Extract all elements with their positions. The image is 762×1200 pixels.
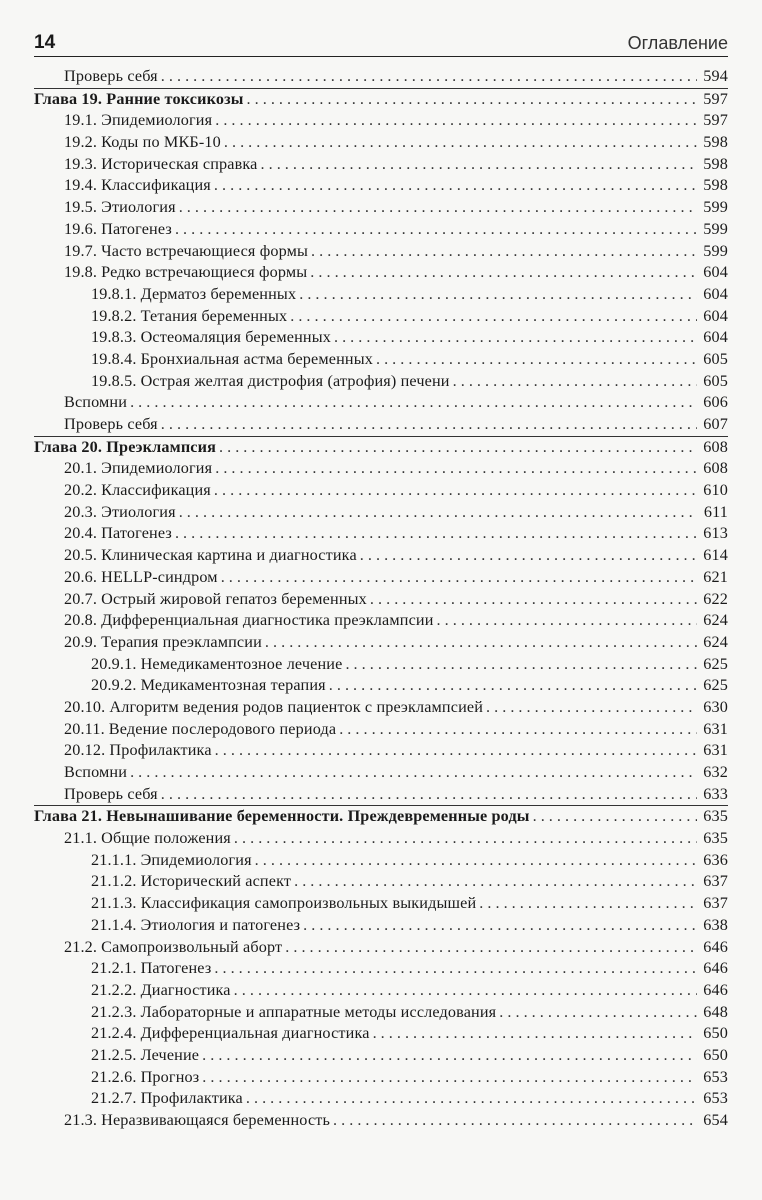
toc-entry-text: Прогноз xyxy=(140,1067,200,1086)
toc-entry-title xyxy=(91,1067,199,1089)
toc-page-number: 624 xyxy=(703,632,728,651)
toc-entry-title xyxy=(91,284,296,306)
toc-entry-title xyxy=(64,784,158,806)
toc-entry[interactable] xyxy=(34,675,728,697)
toc-entry-title xyxy=(64,828,231,850)
toc-page-number: 597 xyxy=(703,89,728,108)
toc-entry[interactable] xyxy=(34,784,728,806)
toc-entry[interactable] xyxy=(34,589,728,611)
toc-entry[interactable] xyxy=(34,740,728,762)
toc-entry-number: 19.3. xyxy=(64,154,98,173)
toc-entry[interactable] xyxy=(34,110,728,132)
toc-entry-title xyxy=(64,697,483,719)
toc-page-number: 637 xyxy=(703,894,728,913)
dot-leader xyxy=(202,1067,697,1089)
toc-entry-number: 19.8.1. xyxy=(91,284,137,303)
toc-entry-title xyxy=(64,545,357,567)
toc-entry-text: Тетания беременных xyxy=(140,306,288,325)
toc-entry-text: Дерматоз беременных xyxy=(140,284,297,303)
toc-entry[interactable] xyxy=(34,241,728,263)
page-number: 14 xyxy=(34,32,56,53)
toc-entry-text: Диагностика xyxy=(140,980,231,999)
toc-entry[interactable] xyxy=(34,66,728,88)
toc-entry-number: 21.2.5. xyxy=(91,1045,137,1064)
toc-entry-text: Лечение xyxy=(140,1045,200,1064)
toc-entry[interactable] xyxy=(34,850,728,872)
toc-page-number: 608 xyxy=(703,459,728,478)
toc-entry[interactable] xyxy=(34,458,728,480)
toc-entry[interactable] xyxy=(34,937,728,959)
toc-entry[interactable] xyxy=(34,392,728,414)
toc-page-number: 604 xyxy=(703,284,728,303)
dot-leader xyxy=(219,437,697,459)
toc-entry-title xyxy=(64,132,221,154)
toc-page-number: 646 xyxy=(703,980,728,999)
toc-entry-text: Дифференциальная диагностика xyxy=(140,1024,370,1043)
dot-leader xyxy=(161,414,697,436)
dot-leader xyxy=(370,589,697,611)
toc-entry-number: 20.1. xyxy=(64,459,98,478)
toc-entry-title xyxy=(34,806,530,828)
toc-page-number: 606 xyxy=(703,393,728,412)
toc-entry-title xyxy=(91,349,373,371)
dot-leader xyxy=(234,980,697,1002)
dot-leader xyxy=(533,806,697,828)
toc-entry-text: Немедикаментозное лечение xyxy=(140,654,343,673)
toc-entry[interactable] xyxy=(34,697,728,719)
toc-entry-text: Профилактика xyxy=(140,1089,243,1108)
dot-leader xyxy=(214,958,697,980)
toc-entry-number: 20.5. xyxy=(64,546,98,565)
toc-entry-title xyxy=(64,154,258,176)
toc-entry[interactable] xyxy=(34,1067,728,1089)
toc-entry[interactable] xyxy=(34,1088,728,1110)
dot-leader xyxy=(202,1045,697,1067)
toc-entry-number: 20.7. xyxy=(64,589,98,608)
dot-leader xyxy=(360,545,697,567)
toc-entry-number: 20.9. xyxy=(64,632,98,651)
toc-chapter-entry[interactable] xyxy=(34,88,728,111)
toc-page-number: 632 xyxy=(703,763,728,781)
toc-entry-title xyxy=(64,480,211,502)
toc-entry-number: 20.4. xyxy=(64,524,98,543)
toc-entry-text: Острая желтая дистрофия (атрофия) печени xyxy=(140,371,450,390)
toc-entry-number: 21.2.7. xyxy=(91,1089,137,1108)
dot-leader xyxy=(247,89,697,111)
running-title: Оглавление xyxy=(627,33,728,53)
dot-leader xyxy=(246,1088,697,1110)
toc-entry-number: 19.6. xyxy=(64,219,98,238)
toc-entry-title xyxy=(91,915,300,937)
toc-entry-number: 19.8. xyxy=(64,263,98,282)
toc-entry-text: Проверь себя xyxy=(64,67,158,85)
toc-entry-title xyxy=(64,414,158,436)
toc-entry-title xyxy=(64,262,307,284)
toc-page-number: 636 xyxy=(703,850,728,869)
toc-page-number: 637 xyxy=(703,872,728,891)
toc-entry-text: Остеомаляция беременных xyxy=(140,328,331,347)
toc-entry-number: 19.4. xyxy=(64,176,98,195)
toc-page-number: 654 xyxy=(703,1111,728,1129)
dot-leader xyxy=(285,937,697,959)
toc-entry-number: 21.2.6. xyxy=(91,1067,137,1086)
toc-entry-title xyxy=(64,458,212,480)
toc-page-number: 625 xyxy=(703,654,728,673)
toc-entry-title xyxy=(91,675,326,697)
toc-entry[interactable] xyxy=(34,762,728,784)
dot-leader xyxy=(479,893,697,915)
dot-leader xyxy=(214,175,697,197)
toc-page-number: 598 xyxy=(703,133,728,152)
toc-entry[interactable] xyxy=(34,349,728,371)
toc-entry[interactable] xyxy=(34,327,728,349)
toc-entry[interactable] xyxy=(34,197,728,219)
toc-entry-title xyxy=(64,219,172,241)
toc-entry-title xyxy=(64,567,218,589)
dot-leader xyxy=(255,850,697,872)
toc-entry-number: 21.1. xyxy=(64,829,98,848)
toc-page-number: 646 xyxy=(703,959,728,978)
toc-entry-text: Исторический аспект xyxy=(140,872,292,891)
toc-entry-text: Бронхиальная астма беременных xyxy=(140,349,373,368)
toc-entry-title xyxy=(64,610,434,632)
toc-entry-text: Этиология и патогенез xyxy=(140,915,301,934)
toc-page-number: 638 xyxy=(703,915,728,934)
dot-leader xyxy=(221,567,697,589)
dot-leader xyxy=(294,871,697,893)
toc-entry-title xyxy=(91,1088,243,1110)
toc-entry-text: HELLP-синдром xyxy=(101,567,218,586)
dot-leader xyxy=(161,784,697,806)
toc-entry-text: Этиология xyxy=(101,198,176,217)
dot-leader xyxy=(373,1023,697,1045)
toc-page-number: 635 xyxy=(703,807,728,826)
toc-entry[interactable] xyxy=(34,980,728,1002)
toc-entry-number: 20.8. xyxy=(64,611,98,630)
dot-leader xyxy=(486,697,697,719)
dot-leader xyxy=(345,654,697,676)
toc-entry-number: 21.2.1. xyxy=(91,959,137,978)
toc-entry-title xyxy=(64,66,158,88)
toc-entry[interactable] xyxy=(34,132,728,154)
dot-leader xyxy=(265,632,697,654)
toc-entry[interactable] xyxy=(34,915,728,937)
dot-leader xyxy=(175,523,697,545)
toc-entry-text: Классификация самопроизвольных выкидышей xyxy=(140,894,477,913)
toc-page-number: 613 xyxy=(703,524,728,543)
toc-page-number: 598 xyxy=(703,154,728,173)
toc-page-number: 648 xyxy=(703,1002,728,1021)
toc-entry-number: 19.7. xyxy=(64,241,98,260)
toc-entry-title xyxy=(64,110,212,132)
toc-entry-title xyxy=(91,1045,199,1067)
toc-chapter-entry[interactable] xyxy=(34,805,728,828)
toc-entry[interactable] xyxy=(34,893,728,915)
toc-entry-text: Эпидемиология xyxy=(140,850,252,869)
toc-page-number: 650 xyxy=(703,1045,728,1064)
toc-entry[interactable] xyxy=(34,219,728,241)
toc-entry[interactable] xyxy=(34,632,728,654)
dot-leader xyxy=(215,110,697,132)
toc-entry[interactable] xyxy=(34,262,728,284)
toc-entry[interactable] xyxy=(34,371,728,393)
toc-entry-text: Классификация xyxy=(101,481,211,500)
toc-entry-text: Вспомни xyxy=(64,763,128,781)
toc-entry-title xyxy=(91,654,342,676)
dot-leader xyxy=(310,262,697,284)
toc-page-number: 624 xyxy=(703,611,728,630)
toc-entry-text: Глава 19. Ранние токсикозы xyxy=(34,89,244,108)
toc-entry-number: 19.8.2. xyxy=(91,306,137,325)
toc-entry-text: Эпидемиология xyxy=(101,111,213,130)
dot-leader xyxy=(311,241,697,263)
toc-entry-text: Проверь себя xyxy=(64,415,158,433)
toc-entry-text: Редко встречающиеся формы xyxy=(101,263,308,282)
toc-entry-title xyxy=(64,589,367,611)
toc-entry-number: 20.9.1. xyxy=(91,654,137,673)
toc-entry[interactable] xyxy=(34,1023,728,1045)
toc-entry-text: Лабораторные и аппаратные методы исследования xyxy=(140,1002,497,1021)
toc-entry-title xyxy=(64,632,262,654)
toc-entry-title xyxy=(64,719,336,741)
toc-entry[interactable] xyxy=(34,502,728,524)
toc-page-number: 621 xyxy=(703,567,728,586)
toc-entry-number: 20.2. xyxy=(64,481,98,500)
toc-entry-number: 21.2.4. xyxy=(91,1024,137,1043)
toc-entry-number: 20.9.2. xyxy=(91,676,137,695)
toc-entry-title xyxy=(91,871,291,893)
dot-leader xyxy=(437,610,697,632)
toc-page-number: 635 xyxy=(703,829,728,848)
toc-page-number: 614 xyxy=(703,546,728,565)
toc-entry-title xyxy=(91,327,331,349)
toc-entry-text: Этиология xyxy=(101,502,176,521)
dot-leader xyxy=(334,327,697,349)
toc-page-number: 653 xyxy=(703,1089,728,1108)
toc-entry-text: Вспомни xyxy=(64,393,128,412)
toc-entry-text: Острый жировой гепатоз беременных xyxy=(101,589,367,608)
dot-leader xyxy=(130,392,697,414)
toc-entry-text: Неразвивающаяся беременность xyxy=(101,1111,331,1129)
toc-page-number: 605 xyxy=(703,371,728,390)
toc-entry-text: Ведение послеродового периода xyxy=(108,719,337,738)
toc-entry[interactable] xyxy=(34,1002,728,1024)
toc-entry-number: 20.12. xyxy=(64,741,106,760)
toc-page-number: 630 xyxy=(703,697,728,716)
toc-entry-text: Самопроизвольный аборт xyxy=(101,937,283,956)
toc-entry-number: 21.1.2. xyxy=(91,872,137,891)
toc-entry-title xyxy=(91,850,252,872)
dot-leader xyxy=(303,915,697,937)
dot-leader xyxy=(339,719,697,741)
dot-leader xyxy=(329,675,697,697)
toc-entry[interactable] xyxy=(34,480,728,502)
toc-page-number: 604 xyxy=(703,306,728,325)
toc-page-number: 599 xyxy=(703,219,728,238)
toc-entry-title xyxy=(64,937,282,959)
toc-entry-text: Алгоритм ведения родов пациенток с преэклампсией xyxy=(109,697,484,716)
toc-entry-number: 21.2. xyxy=(64,937,98,956)
toc-entry-text: Историческая справка xyxy=(101,154,258,173)
toc-entry-number: 20.6. xyxy=(64,567,98,586)
toc-entry-title xyxy=(64,740,212,762)
toc-entry[interactable] xyxy=(34,154,728,176)
toc-entry-title xyxy=(64,392,127,414)
toc-entry-title xyxy=(91,980,231,1002)
toc-entry-number: 19.5. xyxy=(64,198,98,217)
toc-entry-number: 20.10. xyxy=(64,697,106,716)
dot-leader xyxy=(214,480,697,502)
toc-entry-number: 21.1.1. xyxy=(91,850,137,869)
toc-entry[interactable] xyxy=(34,545,728,567)
toc-entry-text: Терапия преэклампсии xyxy=(101,632,262,651)
toc-entry[interactable] xyxy=(34,284,728,306)
toc-entry-text: Проверь себя xyxy=(64,784,158,803)
dot-leader xyxy=(215,740,697,762)
toc-entry[interactable] xyxy=(34,175,728,197)
toc-entry-title xyxy=(91,893,476,915)
toc-entry-title xyxy=(64,175,211,197)
toc-entry-number: 19.8.4. xyxy=(91,349,137,368)
toc-page-number: 599 xyxy=(703,198,728,217)
dot-leader xyxy=(224,132,697,154)
toc-page-number: 622 xyxy=(703,589,728,608)
toc-entry-title xyxy=(34,437,216,459)
toc-entry-number: 19.2. xyxy=(64,133,98,152)
toc-entry[interactable] xyxy=(34,610,728,632)
toc-entry-number: 19.8.3. xyxy=(91,328,137,347)
toc-entry-text: Коды по МКБ-10 xyxy=(101,133,221,152)
dot-leader xyxy=(453,371,697,393)
dot-leader xyxy=(333,1110,697,1132)
dot-leader xyxy=(179,502,697,524)
toc-entry[interactable] xyxy=(34,958,728,980)
toc-entry-text: Эпидемиология xyxy=(101,459,213,478)
toc-entry-text: Медикаментозная терапия xyxy=(140,676,326,695)
page-header xyxy=(34,30,728,57)
toc-entry-text: Клиническая картина и диагностика xyxy=(101,546,357,565)
dot-leader xyxy=(175,219,697,241)
toc-entry[interactable] xyxy=(34,1045,728,1067)
dot-leader xyxy=(299,284,697,306)
toc-entry-text: Патогенез xyxy=(140,959,212,978)
toc-page-number: 607 xyxy=(703,415,728,433)
toc-page-number: 597 xyxy=(703,111,728,130)
toc-entry-text: Дифференциальная диагностика преэклампсии xyxy=(101,611,434,630)
toc-entry[interactable] xyxy=(34,1110,728,1132)
toc-page-number: 633 xyxy=(703,784,728,803)
toc-entry-title xyxy=(91,1023,370,1045)
dot-leader xyxy=(161,66,697,88)
toc-entry-text: Патогенез xyxy=(101,524,172,543)
toc-entry-title xyxy=(91,1002,496,1024)
toc-entry-title xyxy=(64,241,308,263)
table-of-contents xyxy=(34,66,728,1132)
toc-entry[interactable] xyxy=(34,306,728,328)
toc-entry-text: Общие положения xyxy=(101,829,231,848)
toc-page-number: 608 xyxy=(703,437,728,456)
toc-entry-number: 21.2.3. xyxy=(91,1002,137,1021)
toc-page-number: 599 xyxy=(703,241,728,260)
toc-page-number: 594 xyxy=(703,67,728,85)
toc-page-number: 646 xyxy=(703,937,728,956)
toc-entry-title xyxy=(91,306,287,328)
toc-entry-text: Глава 20. Преэклампсия xyxy=(34,437,217,456)
toc-entry-number: 20.3. xyxy=(64,502,98,521)
toc-entry[interactable] xyxy=(34,654,728,676)
dot-leader xyxy=(179,197,697,219)
toc-entry-title xyxy=(34,89,244,111)
dot-leader xyxy=(376,349,697,371)
dot-leader xyxy=(261,154,698,176)
toc-page-number: 611 xyxy=(703,502,728,521)
toc-entry[interactable] xyxy=(34,828,728,850)
toc-page-number: 604 xyxy=(703,263,728,282)
toc-entry-number: 20.11. xyxy=(64,719,105,738)
dot-leader xyxy=(499,1002,697,1024)
toc-entry[interactable] xyxy=(34,567,728,589)
toc-entry-text: Глава 21. Невынашивание беременности. Преждевременные роды xyxy=(34,807,530,826)
toc-entry[interactable] xyxy=(34,871,728,893)
toc-entry-title xyxy=(91,958,211,980)
toc-page-number: 631 xyxy=(703,741,728,760)
toc-page-number: 650 xyxy=(703,1024,728,1043)
toc-page-number: 610 xyxy=(703,481,728,500)
toc-page-number: 605 xyxy=(703,349,728,368)
dot-leader xyxy=(234,828,697,850)
toc-entry[interactable] xyxy=(34,414,728,436)
toc-chapter-entry[interactable] xyxy=(34,436,728,459)
toc-entry-number: 21.1.3. xyxy=(91,894,137,913)
toc-entry-number: 21.1.4. xyxy=(91,915,137,934)
toc-page-number: 631 xyxy=(703,719,728,738)
toc-entry-number: 21.2.2. xyxy=(91,980,137,999)
dot-leader xyxy=(290,306,697,328)
toc-entry-title xyxy=(64,523,172,545)
toc-entry-number: 19.8.5. xyxy=(91,371,137,390)
dot-leader xyxy=(215,458,697,480)
toc-page-number: 598 xyxy=(703,176,728,195)
toc-page-number: 604 xyxy=(703,328,728,347)
toc-entry-title xyxy=(64,762,127,784)
toc-entry-title xyxy=(91,371,450,393)
toc-entry-title xyxy=(64,197,176,219)
toc-entry-text: Часто встречающиеся формы xyxy=(101,241,309,260)
dot-leader xyxy=(130,762,697,784)
toc-entry-title xyxy=(64,1110,330,1132)
toc-entry-title xyxy=(64,502,176,524)
toc-entry[interactable] xyxy=(34,719,728,741)
toc-page-number: 653 xyxy=(703,1067,728,1086)
toc-page-number: 625 xyxy=(703,676,728,695)
toc-entry-number: 21.3. xyxy=(64,1111,98,1129)
toc-entry-text: Профилактика xyxy=(109,741,212,760)
toc-entry-number: 19.1. xyxy=(64,111,98,130)
toc-entry-text: Классификация xyxy=(101,176,211,195)
toc-entry[interactable] xyxy=(34,523,728,545)
toc-entry-text: Патогенез xyxy=(101,219,172,238)
